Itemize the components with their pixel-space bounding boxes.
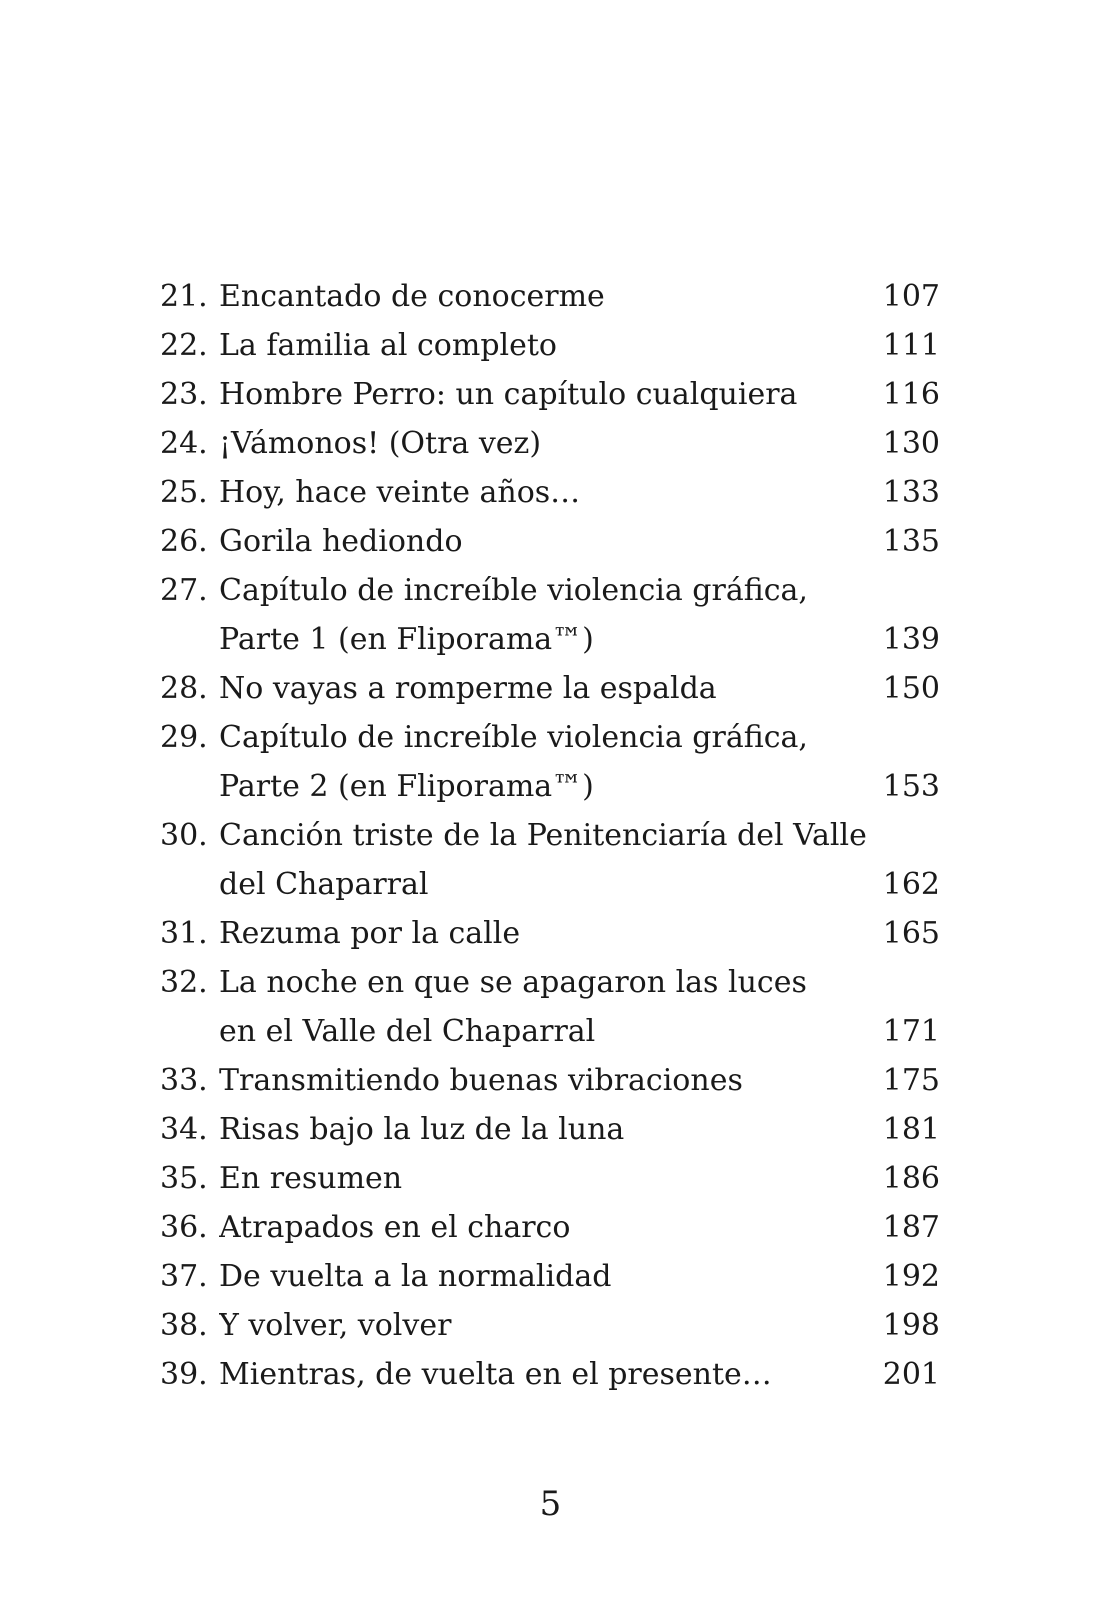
chapter-number: 39. — [160, 1357, 208, 1392]
toc-entry — [160, 713, 940, 811]
toc-line — [160, 1056, 940, 1105]
chapter-title: Risas bajo la luz de la luna — [219, 1112, 625, 1147]
toc-line — [160, 1350, 940, 1399]
chapter-title: La familia al completo — [219, 328, 557, 363]
toc-line — [160, 615, 940, 664]
chapter-number: 33. — [160, 1063, 208, 1098]
toc-line — [160, 566, 940, 615]
chapter-number: 35. — [160, 1161, 208, 1196]
chapter-number — [160, 1007, 219, 1056]
chapter-title: Parte 2 (en Fliporama™) — [219, 769, 594, 804]
page-number: 5 — [539, 1484, 562, 1524]
toc-entry — [160, 1252, 940, 1301]
chapter-number: 24. — [160, 426, 208, 461]
toc-line — [160, 860, 940, 909]
toc-line — [160, 1154, 940, 1203]
chapter-page: 107 — [882, 279, 940, 314]
toc-line — [160, 517, 940, 566]
toc-entry — [160, 1350, 940, 1399]
chapter-page: 139 — [882, 622, 940, 657]
chapter-number: 23. — [160, 377, 208, 412]
toc-line — [160, 419, 940, 468]
chapter-page: 133 — [882, 475, 940, 510]
chapter-page: 153 — [882, 769, 940, 804]
chapter-page: 116 — [882, 377, 940, 412]
chapter-title: ¡Vámonos! (Otra vez) — [219, 426, 542, 461]
chapter-page: 201 — [882, 1357, 940, 1392]
chapter-title: Capítulo de increíble violencia gráfica, — [219, 720, 808, 755]
toc-line — [160, 909, 940, 958]
toc-entry — [160, 468, 940, 517]
chapter-page: 181 — [882, 1112, 940, 1147]
toc-entry — [160, 272, 940, 321]
toc-line — [160, 321, 940, 370]
chapter-title: Capítulo de increíble violencia gráfica, — [219, 573, 808, 608]
toc-entry — [160, 1301, 940, 1350]
chapter-number: 34. — [160, 1112, 208, 1147]
chapter-page: 162 — [882, 867, 940, 902]
chapter-title: Y volver, volver — [219, 1308, 452, 1343]
toc-line — [160, 958, 940, 1007]
chapter-page: 175 — [882, 1063, 940, 1098]
chapter-number: 31. — [160, 916, 208, 951]
toc-line — [160, 1007, 940, 1056]
chapter-title: del Chaparral — [219, 867, 429, 902]
chapter-page: 165 — [882, 916, 940, 951]
toc-entry — [160, 909, 940, 958]
chapter-number: 29. — [160, 720, 208, 755]
toc-entry — [160, 370, 940, 419]
chapter-number: 32. — [160, 965, 208, 1000]
toc-line — [160, 468, 940, 517]
chapter-title: Hombre Perro: un capítulo cualquiera — [219, 377, 798, 412]
chapter-page: 111 — [882, 328, 940, 363]
chapter-title: Hoy, hace veinte años… — [219, 475, 581, 510]
toc-entry — [160, 1105, 940, 1154]
chapter-title: De vuelta a la normalidad — [219, 1259, 612, 1294]
toc-entry — [160, 566, 940, 664]
chapter-title: Mientras, de vuelta en el presente… — [219, 1357, 772, 1392]
chapter-page: 198 — [882, 1308, 940, 1343]
chapter-number: 28. — [160, 671, 208, 706]
chapter-number: 27. — [160, 573, 208, 608]
toc-entry — [160, 517, 940, 566]
toc-entry — [160, 419, 940, 468]
chapter-title: Gorila hediondo — [219, 524, 463, 559]
chapter-title: Canción triste de la Penitenciaría del Valle — [219, 818, 867, 853]
chapter-number: 30. — [160, 818, 208, 853]
chapter-number — [160, 762, 219, 811]
chapter-number: 37. — [160, 1259, 208, 1294]
chapter-title: Rezuma por la calle — [219, 916, 521, 951]
toc-line — [160, 1203, 940, 1252]
toc-entry — [160, 1203, 940, 1252]
chapter-title: Atrapados en el charco — [219, 1210, 571, 1245]
toc-line — [160, 713, 940, 762]
toc-line — [160, 762, 940, 811]
chapter-number: 25. — [160, 475, 208, 510]
chapter-number: 38. — [160, 1308, 208, 1343]
chapter-number — [160, 615, 219, 664]
chapter-title: en el Valle del Chaparral — [219, 1014, 596, 1049]
toc-entry — [160, 1056, 940, 1105]
chapter-title: Parte 1 (en Fliporama™) — [219, 622, 594, 657]
toc-line — [160, 1301, 940, 1350]
chapter-number — [160, 860, 219, 909]
toc-line — [160, 1252, 940, 1301]
toc-entry — [160, 811, 940, 909]
chapter-page: 130 — [882, 426, 940, 461]
chapter-number: 36. — [160, 1210, 208, 1245]
chapter-number: 21. — [160, 279, 208, 314]
toc-line — [160, 370, 940, 419]
toc-entry — [160, 1154, 940, 1203]
toc-line — [160, 811, 940, 860]
chapter-title: No vayas a romperme la espalda — [219, 671, 717, 706]
chapter-number: 22. — [160, 328, 208, 363]
toc-entry — [160, 958, 940, 1056]
toc-entry — [160, 664, 940, 713]
toc-line — [160, 664, 940, 713]
chapter-title: La noche en que se apagaron las luces — [219, 965, 807, 1000]
chapter-title: En resumen — [219, 1161, 403, 1196]
chapter-title: Encantado de conocerme — [219, 279, 605, 314]
toc-entry — [160, 321, 940, 370]
chapter-number: 26. — [160, 524, 208, 559]
toc-line — [160, 272, 940, 321]
chapter-page: 171 — [882, 1014, 940, 1049]
table-of-contents — [160, 272, 940, 1399]
chapter-page: 150 — [882, 671, 940, 706]
chapter-page: 192 — [882, 1259, 940, 1294]
chapter-page: 135 — [882, 524, 940, 559]
chapter-title: Transmitiendo buenas vibraciones — [219, 1063, 743, 1098]
toc-line — [160, 1105, 940, 1154]
chapter-page: 187 — [882, 1210, 940, 1245]
chapter-page: 186 — [882, 1161, 940, 1196]
